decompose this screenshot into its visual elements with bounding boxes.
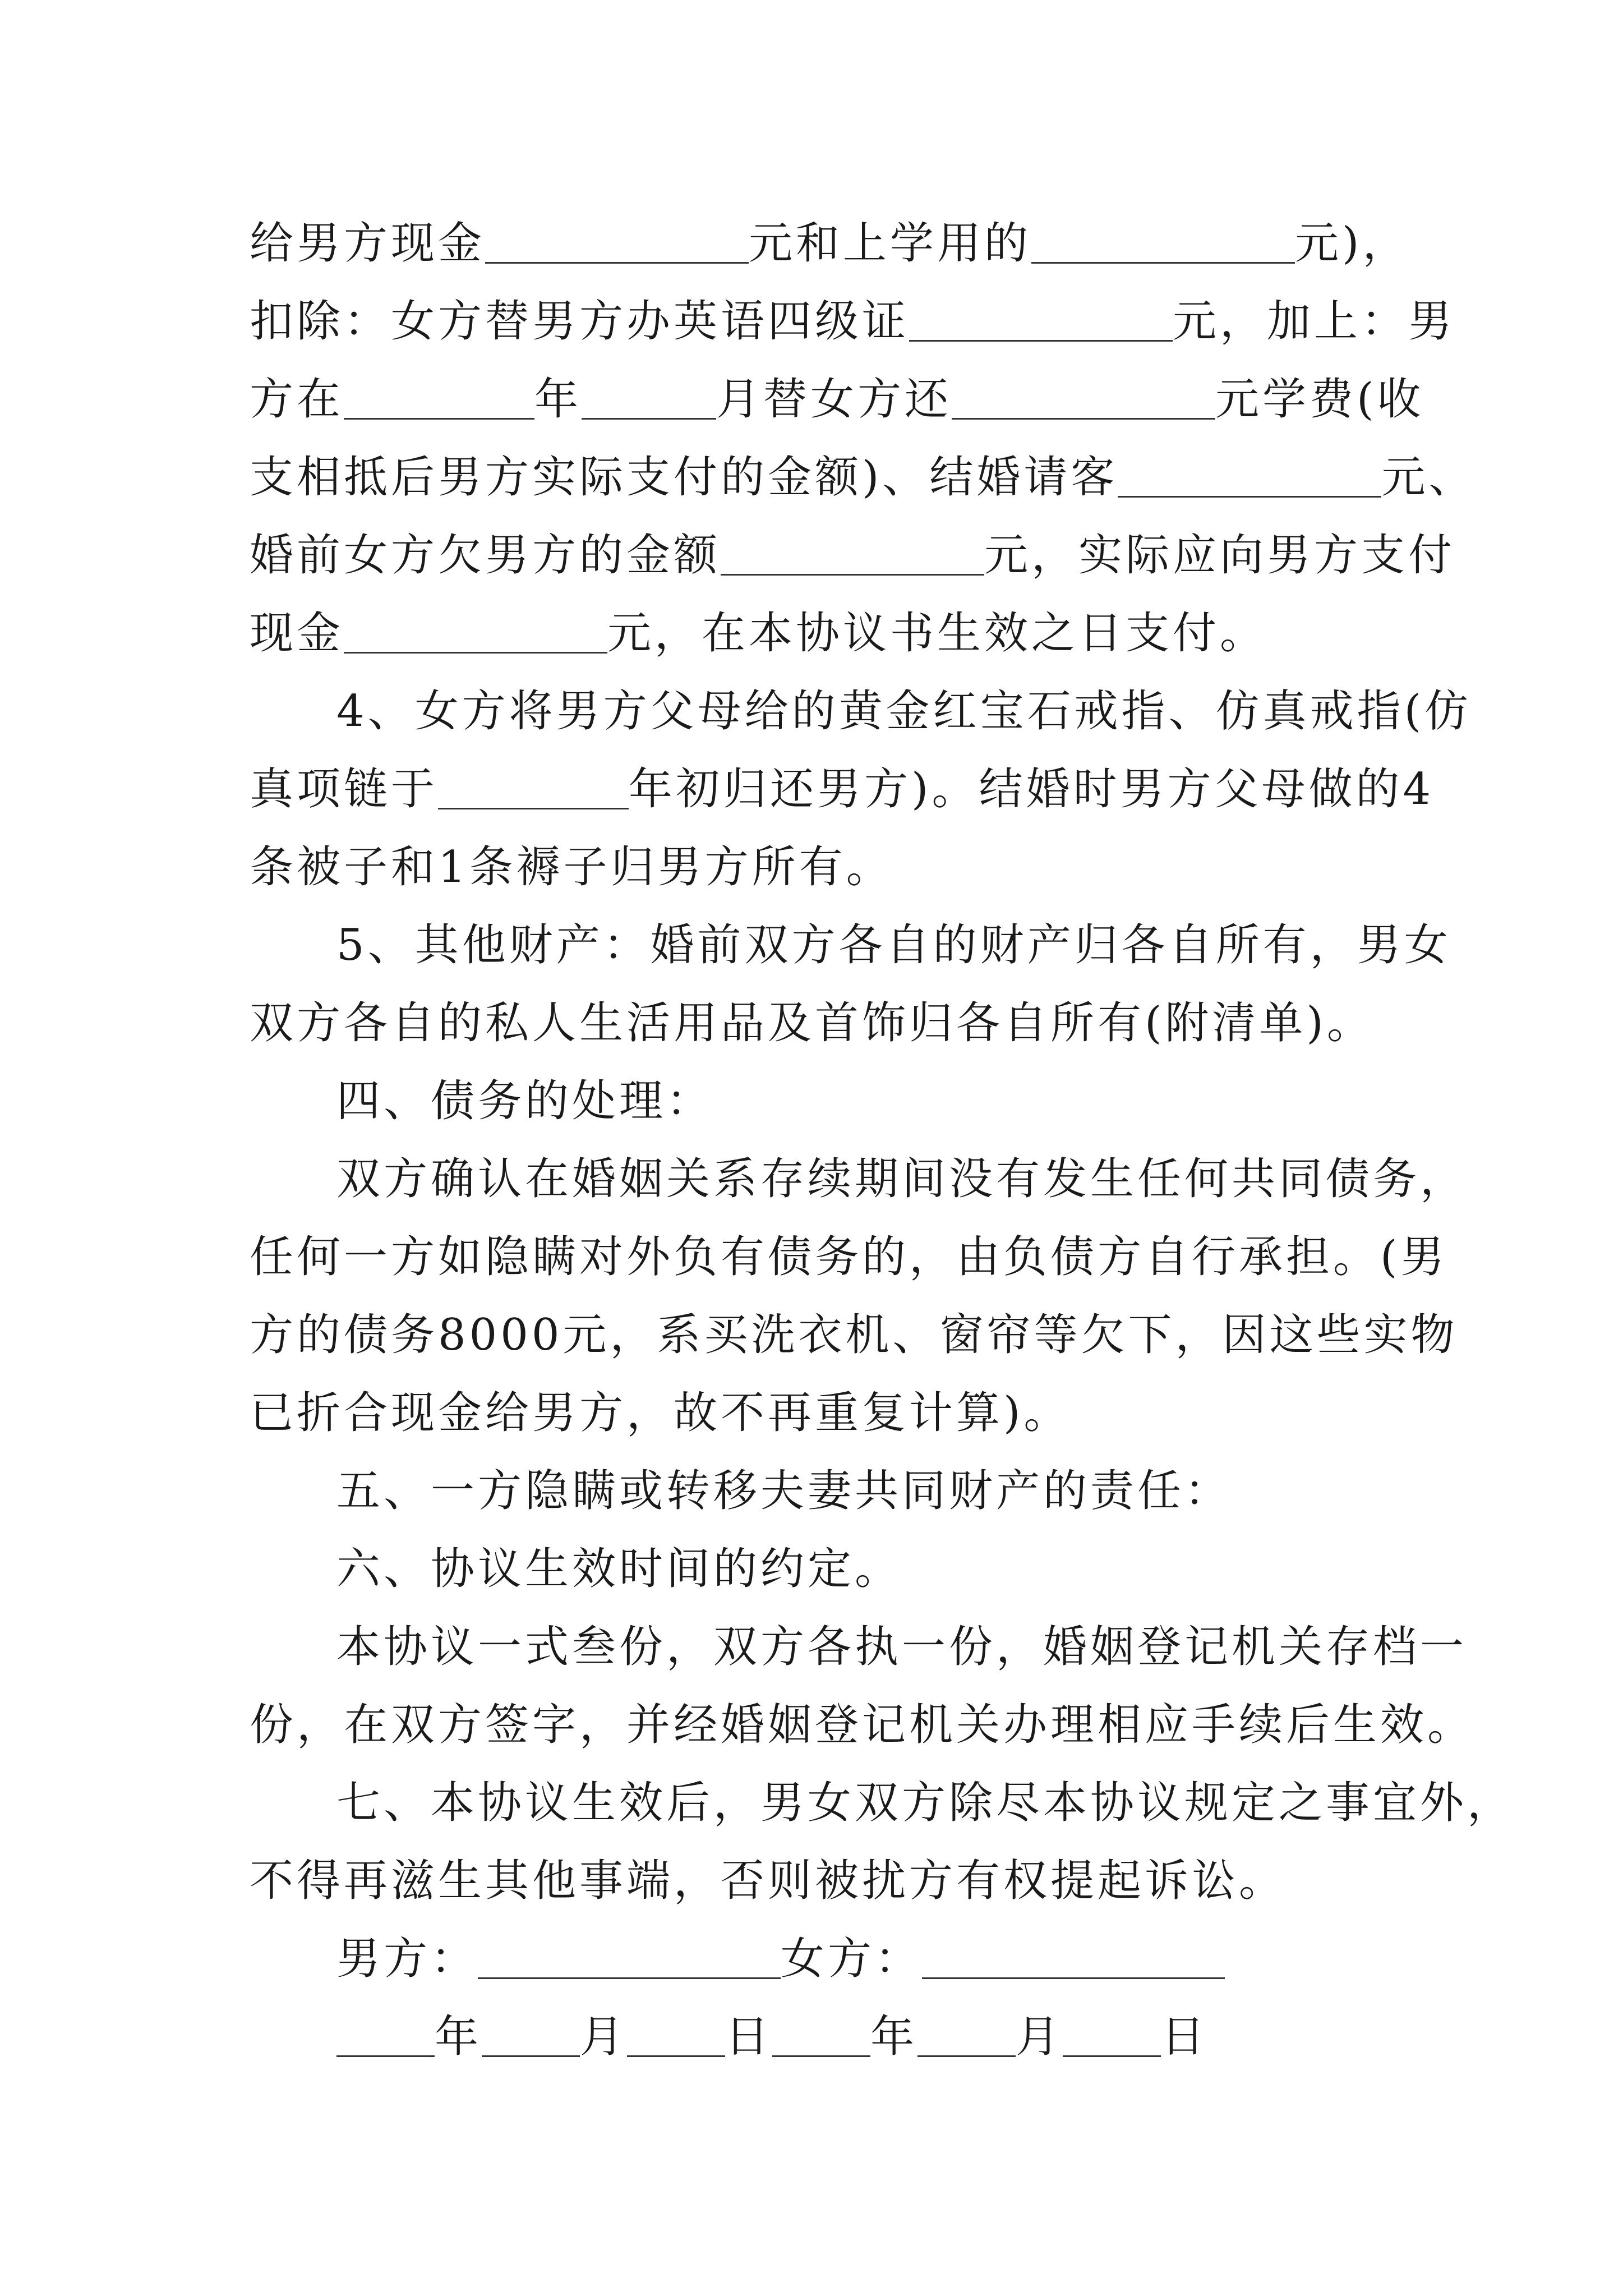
fill-in-blank [485,211,749,264]
text-segment: 支相抵后男方实际支付的金额)、结婚请客 [250,452,1118,503]
female-party-label: 女方： [781,1934,923,1984]
text-segment: 年初归还男方)。结婚时男方父母做的4 [629,764,1435,815]
year-blank [772,2005,870,2057]
text-line [250,1293,1458,1377]
text-segment: 元、 [1381,452,1476,503]
fill-in-blank [909,289,1173,342]
text-segment: 4、女方将男方父母给的黄金红宝石戒指、仿真戒指(仿 [336,686,1472,737]
text-line [250,825,1382,909]
month-label: 月 [580,2012,628,2062]
text-segment: 任何一方如隐瞒对外负有债务的，由负债方自行承担。(男 [250,1232,1448,1282]
text-segment: 七、本协议生效后，男女双方除尽本协议规定之事宜外， [336,1778,1515,1828]
text-segment: 条被子和1条褥子归男方所有。 [250,842,893,892]
text-segment: 不得再滋生其他事端，否则被扰方有权提起诉讼。 [250,1856,1287,1906]
fill-in-blank [1031,211,1295,264]
section-heading [336,1449,1469,1533]
signature-line [336,1917,1469,2001]
text-line [336,1137,1469,1221]
year-blank [336,2005,435,2057]
text-segment: 双方确认在婚姻关系存续期间没有发生任何共同债务， [336,1154,1468,1204]
fill-in-blank [582,367,716,420]
date-line [336,1995,1469,2079]
section-heading [336,1059,1469,1143]
section-heading [336,1527,1469,1611]
text-segment: 5、其他财产：婚前双方各自的财产归各自所有，男女 [336,920,1451,970]
year-label: 年 [870,2012,918,2062]
female-signature-blank [922,1927,1225,1979]
text-line [250,279,1456,364]
text-segment: 方在 [250,374,344,425]
text-segment: 现金 [250,608,344,659]
text-line [250,201,1410,286]
text-line [336,1605,1469,1689]
text-segment: 真项链于 [250,764,439,815]
day-label: 日 [1161,2012,1209,2062]
day-label: 日 [725,2012,773,2062]
month-blank [917,2005,1016,2057]
text-segment: 月替女方还 [716,374,952,425]
text-segment: 已折合现金给男方，故不再重复计算)。 [250,1388,1071,1438]
text-segment: 四、债务的处理： [336,1076,714,1126]
fill-in-blank [1118,445,1381,498]
text-line [250,513,1456,597]
text-segment: 份，在双方签字，并经婚姻登记机关办理相应手续后生效。 [250,1700,1475,1750]
text-segment: 六、协议生效时间的约定。 [336,1544,902,1594]
text-line [250,435,1476,519]
text-segment: 元，实际应向男方支付 [984,530,1456,581]
section-heading [336,1761,1515,1845]
text-segment: 元学费(收 [1215,374,1424,425]
text-segment: 扣除：女方替男方办英语四级证 [250,296,910,347]
fill-in-blank [438,757,629,809]
month-label: 月 [1016,2012,1063,2062]
year-label: 年 [435,2012,482,2062]
text-segment: 元)， [1295,218,1410,269]
text-segment: 方的债务8000元，系买洗衣机、窗帘等欠下，因这些实物 [250,1310,1458,1360]
text-line [250,1839,1382,1923]
male-signature-blank [478,1927,781,1979]
day-blank [1063,2005,1161,2057]
text-segment: 元，在本协议书生效之日支付。 [607,608,1267,659]
text-line [250,1371,1382,1455]
month-blank [482,2005,580,2057]
text-line [250,1215,1448,1299]
text-line [250,357,1424,441]
male-party-label: 男方： [336,1934,478,1984]
fill-in-blank [344,367,534,420]
text-segment: 本协议一式叁份，双方各执一份，婚姻登记机关存档一 [336,1622,1468,1672]
text-line [250,1683,1475,1767]
text-segment: 五、一方隐瞒或转移夫妻共同财产的责任： [336,1466,1232,1516]
text-line [336,669,1472,753]
text-segment: 年 [534,374,582,425]
text-line [336,903,1469,987]
text-segment: 婚前女方欠男方的金额 [250,530,721,581]
text-segment: 给男方现金 [250,218,486,269]
text-line [250,747,1435,831]
text-line [250,981,1382,1065]
fill-in-blank [344,601,607,654]
text-segment: 元和上学用的 [749,218,1032,269]
text-segment: 元，加上：男 [1173,296,1456,347]
text-segment: 双方各自的私人生活用品及首饰归各自所有(附清单)。 [250,998,1374,1048]
text-line [250,591,1382,675]
fill-in-blank [952,367,1215,420]
day-blank [627,2005,725,2057]
fill-in-blank [721,523,984,576]
